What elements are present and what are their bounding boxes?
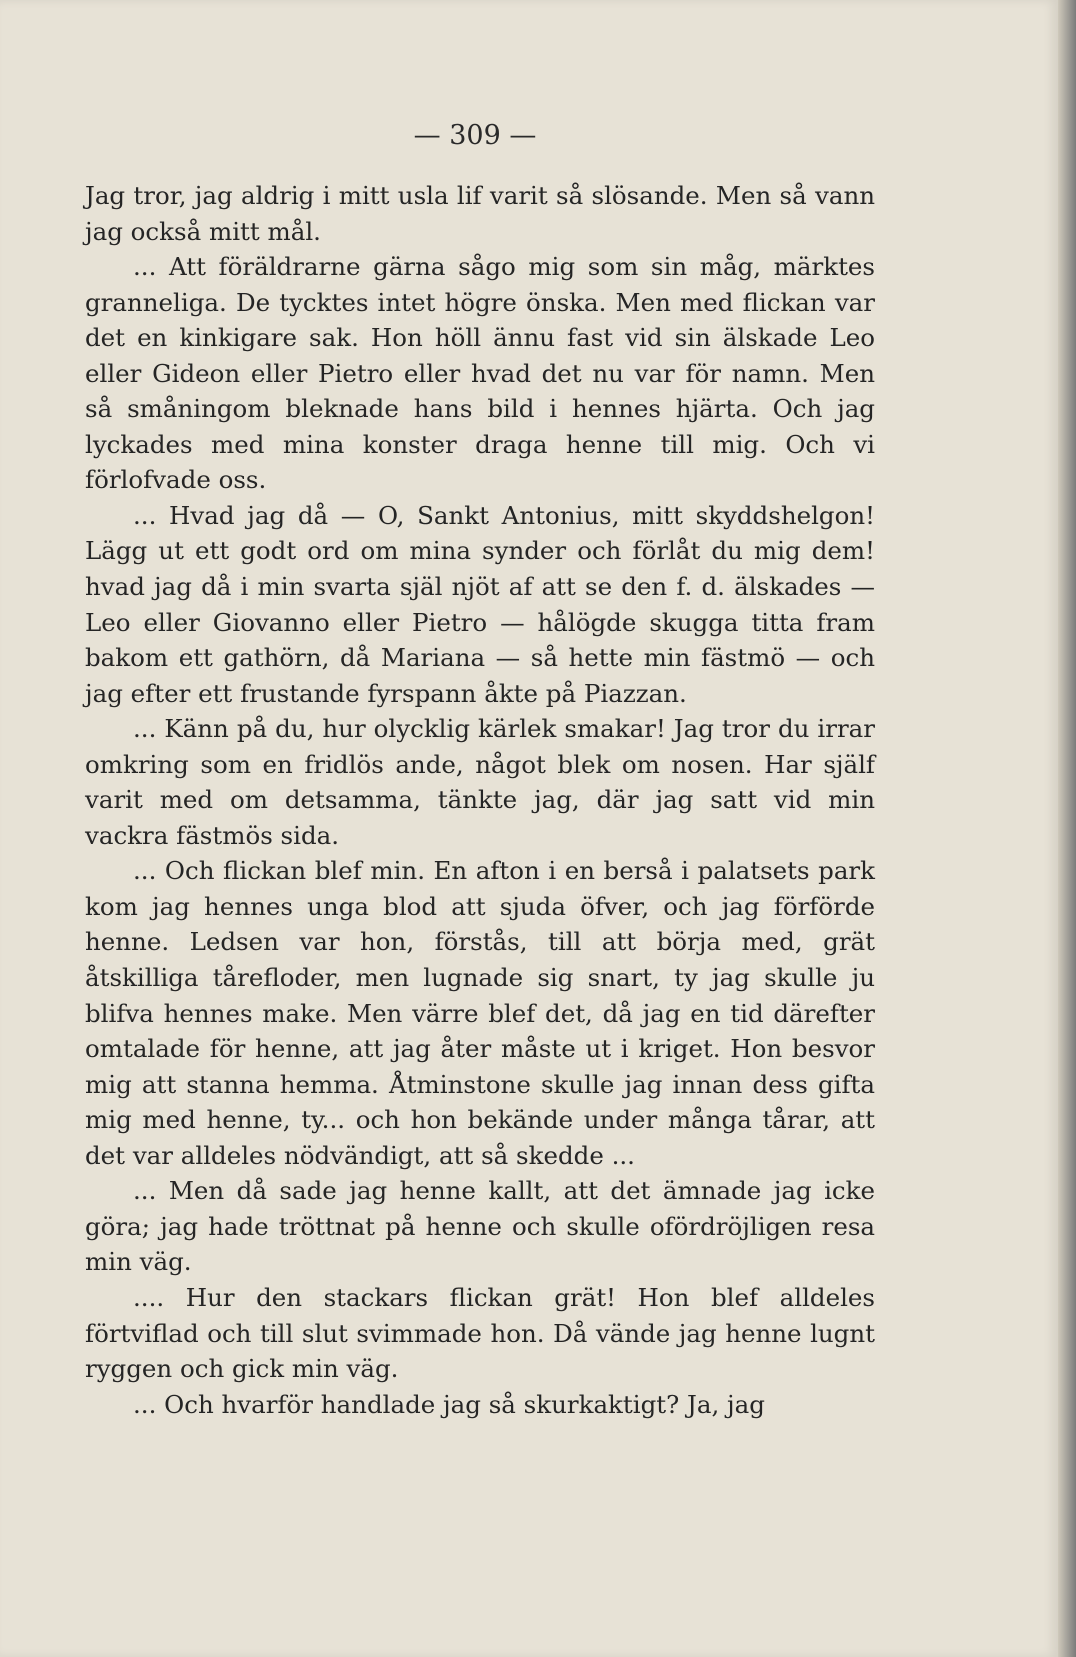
page-edge-shadow [1058, 0, 1076, 1657]
paragraph: ... Hvad jag då — O, Sankt Antonius, mitt skyddshelgon! Lägg ut ett godt ord om mina synder och förlåt du mig dem! hvad jag då i min svarta själ njöt af att se den f. d. älskades — Leo eller Giovanno eller Pietro — hålögde skugga titta fram bakom ett gathörn, då Mariana — så hette min fästmö — och jag efter ett frustande fyrspann åkte på Piazzan. [85, 500, 875, 708]
paragraph: ... Men då sade jag henne kallt, att det ämnade jag icke göra; jag hade tröttnat på henne och skulle ofördröjligen resa min väg. [85, 1176, 875, 1277]
body-text [85, 178, 875, 1422]
paragraph: .... Hur den stackars flickan grät! Hon blef alldeles förtviflad och till slut svimmade hon. Då vände jag henne lugnt ryggen och gick min väg. [85, 1282, 875, 1384]
paragraph: ... Känn på du, hur olycklig kärlek smakar! Jag tror du irrar omkring som en fridlös ande, något blek om nosen. Har själf varit med om detsamma, tänkte jag, där jag satt vid min vackra fästmös sida. [85, 714, 875, 850]
paragraph: ... Och flickan blef min. En afton i en berså i palatsets park kom jag hennes unga blod att sjuda öfver, och jag förförde henne. Ledsen var hon, förstås, till att börja med, grät åtskilliga tårefloder, men lugnade sig snart, ty jag skulle ju blifva hennes make. Men värre blef det, då jag en tid därefter omtalade för henne, att jag åter måste ut i kriget. Hon besvor mig att stanna hemma. Åtminstone skulle jag innan dess gifta mig med henne, ty... och hon bekände under många tårar, att det var alldeles nödvändigt, att så skedde ... [85, 856, 875, 1170]
page-number: — 309 — [413, 120, 537, 151]
paragraph: ... Och hvarför handlade jag så skurkaktigt? Ja, jag [133, 1389, 765, 1419]
paragraph: Jag tror, jag aldrig i mitt usla lif varit så slösande. Men så vann jag också mitt mål. [85, 181, 875, 246]
paragraph: ... Att föräldrarne gärna sågo mig som sin måg, märktes granneliga. De tycktes intet högre önska. Men med flickan var det en kinkigare sak. Hon höll ännu fast vid sin älskade Leo eller Gideon eller Pietro eller hvad det nu var för namn. Men så småningom bleknade hans bild i hennes hjärta. Och jag lyckades med mina konster draga henne till mig. Och vi förlofvade oss. [85, 252, 875, 495]
